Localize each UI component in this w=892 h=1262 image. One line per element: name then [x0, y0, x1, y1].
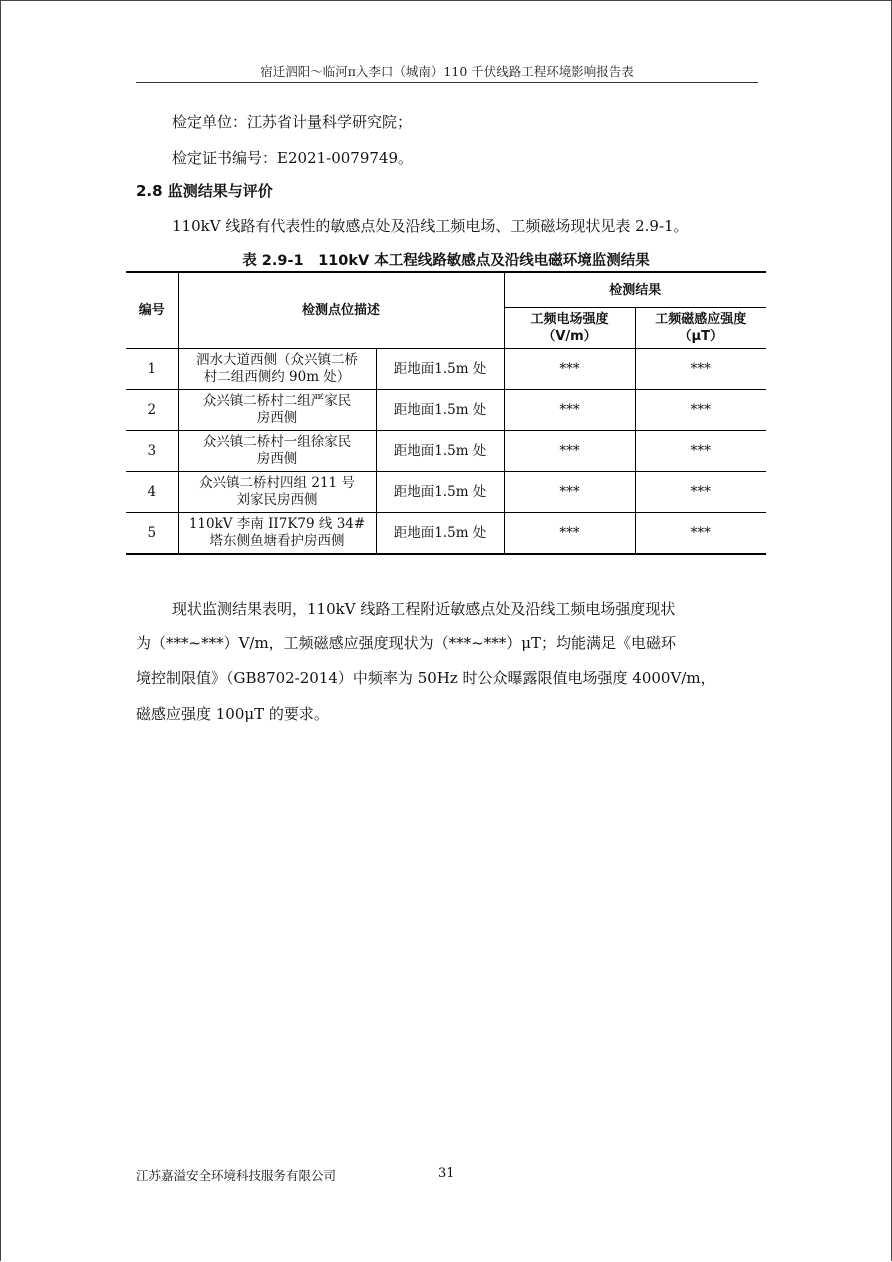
- conclusion-line-1: 现状监测结果表明，110kV 线路工程附近敏感点处及沿线工频电场强度现状: [172, 600, 676, 618]
- row-bfield-value: ***: [635, 390, 766, 431]
- row-efield-value: ***: [504, 472, 635, 513]
- conclusion-line-4: 磁感应强度 100μT 的要求。: [136, 705, 329, 723]
- header-efield-label: 工频电场强度: [530, 312, 609, 327]
- row-place-line1: 众兴镇二桥村四组 211 号: [199, 475, 355, 491]
- header-rule: [136, 82, 758, 83]
- header-bfield-unit: （μT）: [678, 329, 723, 344]
- row-place-line2: 房西侧: [256, 451, 298, 467]
- header-location: 检测点位描述: [178, 272, 504, 349]
- table-row: [126, 513, 766, 555]
- header-efield: [504, 308, 635, 349]
- running-header: 宿迁泗阳～临河π入李口（城南）110 千伏线路工程环境影响报告表: [260, 64, 634, 79]
- table-row: [126, 472, 766, 513]
- row-place-line2: 塔东侧鱼塘看护房西侧: [209, 533, 345, 549]
- row-place: [178, 390, 376, 431]
- table-row: [126, 390, 766, 431]
- section-lead-paragraph: 110kV 线路有代表性的敏感点处及沿线工频电场、工频磁场现状见表 2.9-1。: [172, 217, 689, 235]
- footer-company: 江苏嘉溢安全环境科技服务有限公司: [136, 1168, 337, 1183]
- row-bfield-value: ***: [635, 431, 766, 472]
- header-efield-unit: （V/m）: [542, 329, 597, 344]
- row-efield-value: ***: [504, 349, 635, 390]
- row-height: 距地面1.5m 处: [376, 431, 504, 472]
- row-place-line2: 村二组西侧约 90m 处）: [203, 369, 351, 385]
- row-height: 距地面1.5m 处: [376, 390, 504, 431]
- row-place: [178, 349, 376, 390]
- row-efield-value: ***: [504, 431, 635, 472]
- certificate-number-line: 检定证书编号：E2021-0079749。: [172, 149, 413, 167]
- row-id: 3: [126, 431, 178, 472]
- row-place-line2: 刘家民房西侧: [236, 492, 318, 508]
- row-efield-value: ***: [504, 513, 635, 555]
- calibration-unit-line: 检定单位：江苏省计量科学研究院；: [172, 113, 413, 131]
- row-place: [178, 513, 376, 555]
- conclusion-line-2: 为（***~***）V/m，工频磁感应强度现状为（***~***）μT；均能满足《电磁环: [136, 634, 677, 652]
- header-bfield: [635, 308, 766, 349]
- row-id: 5: [126, 513, 178, 555]
- row-id: 4: [126, 472, 178, 513]
- monitoring-results-table: [126, 271, 766, 555]
- header-results: 检测结果: [504, 272, 766, 308]
- page-number: 31: [438, 1166, 455, 1181]
- conclusion-line-3: 境控制限值》（GB8702-2014）中频率为 50Hz 时公众曝露限值电场强度 4000V/m，: [136, 669, 716, 687]
- row-place: [178, 431, 376, 472]
- row-bfield-value: ***: [635, 472, 766, 513]
- row-id: 1: [126, 349, 178, 390]
- row-efield-value: ***: [504, 390, 635, 431]
- section-heading: 2.8 监测结果与评价: [136, 182, 273, 200]
- row-place-line1: 110kV 李南 II7K79 线 34#: [188, 516, 366, 532]
- row-height: 距地面1.5m 处: [376, 472, 504, 513]
- header-bfield-label: 工频磁感应强度: [655, 312, 747, 327]
- row-place-line2: 房西侧: [256, 410, 298, 426]
- row-bfield-value: ***: [635, 513, 766, 555]
- row-place-line1: 泗水大道西侧（众兴镇二桥: [196, 352, 358, 368]
- row-height: 距地面1.5m 处: [376, 349, 504, 390]
- table-caption: 表 2.9-1 110kV 本工程线路敏感点及沿线电磁环境监测结果: [242, 253, 650, 269]
- table-row: [126, 349, 766, 390]
- row-place: [178, 472, 376, 513]
- header-id: 编号: [126, 272, 178, 349]
- row-height: 距地面1.5m 处: [376, 513, 504, 555]
- row-bfield-value: ***: [635, 349, 766, 390]
- row-place-line1: 众兴镇二桥村一组徐家民: [202, 434, 352, 450]
- table-row: [126, 431, 766, 472]
- row-place-line1: 众兴镇二桥村二组严家民: [202, 393, 352, 409]
- row-id: 2: [126, 390, 178, 431]
